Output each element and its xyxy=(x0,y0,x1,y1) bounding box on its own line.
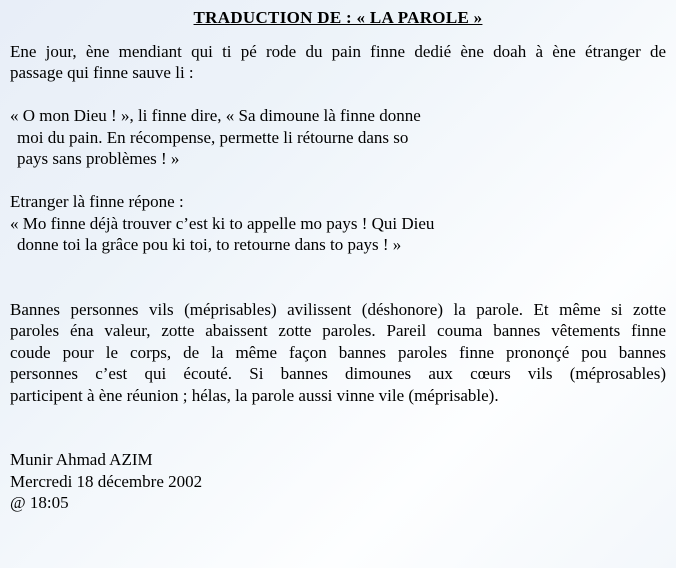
translation-document xyxy=(10,7,666,514)
signature-date: Mercredi 18 décembre 2002 xyxy=(10,471,203,491)
document-title: TRADUCTION DE : « LA PAROLE » xyxy=(193,8,483,27)
text-line: Bannes personnes vils (méprisables) avilissent (déshonore) la parole. Et même si zotte xyxy=(10,299,666,319)
quote-line: « Mo finne déjà trouver c’est ki to appelle mo pays ! Qui Dieu xyxy=(10,213,435,233)
text-line: passage qui finne sauve li : xyxy=(10,63,194,82)
signature-time: @ 18:05 xyxy=(10,493,69,512)
quote-line: pays sans problèmes ! » xyxy=(17,149,180,168)
text-line: Ene jour, ène mendiant qui ti pé rode du pain finne dedié ène doah à ène étranger de xyxy=(10,41,666,61)
stranger-reply-quote xyxy=(10,191,666,256)
beggar-quote xyxy=(10,105,666,170)
text-line: coude pour le corps, de la même façon bannes paroles finne prononçé pou bannes xyxy=(10,342,666,362)
quote-line: donne toi la grâce pou ki toi, to retourne dans to pays ! » xyxy=(17,235,402,254)
quote-intro-line: Etranger là finne répone : xyxy=(10,192,184,211)
intro-paragraph xyxy=(10,41,666,84)
text-line: paroles éna valeur, zotte abaissent zotte paroles. Pareil couma bannes vêtements finne xyxy=(10,321,666,340)
commentary-paragraph xyxy=(10,299,666,407)
signature-block xyxy=(10,449,666,514)
quote-line: moi du pain. En récompense, permette li rétourne dans so xyxy=(17,127,409,147)
quote-line: « O mon Dieu ! », li finne dire, « Sa dimoune là finne donne xyxy=(10,106,421,125)
signature-author: Munir Ahmad AZIM xyxy=(10,450,153,469)
text-line: personnes c’est qui écouté. Si bannes dimounes aux cœurs vils (méprosables) xyxy=(10,364,666,383)
text-line: participent à ène réunion ; hélas, la parole aussi vinne vile (méprisable). xyxy=(10,385,499,405)
